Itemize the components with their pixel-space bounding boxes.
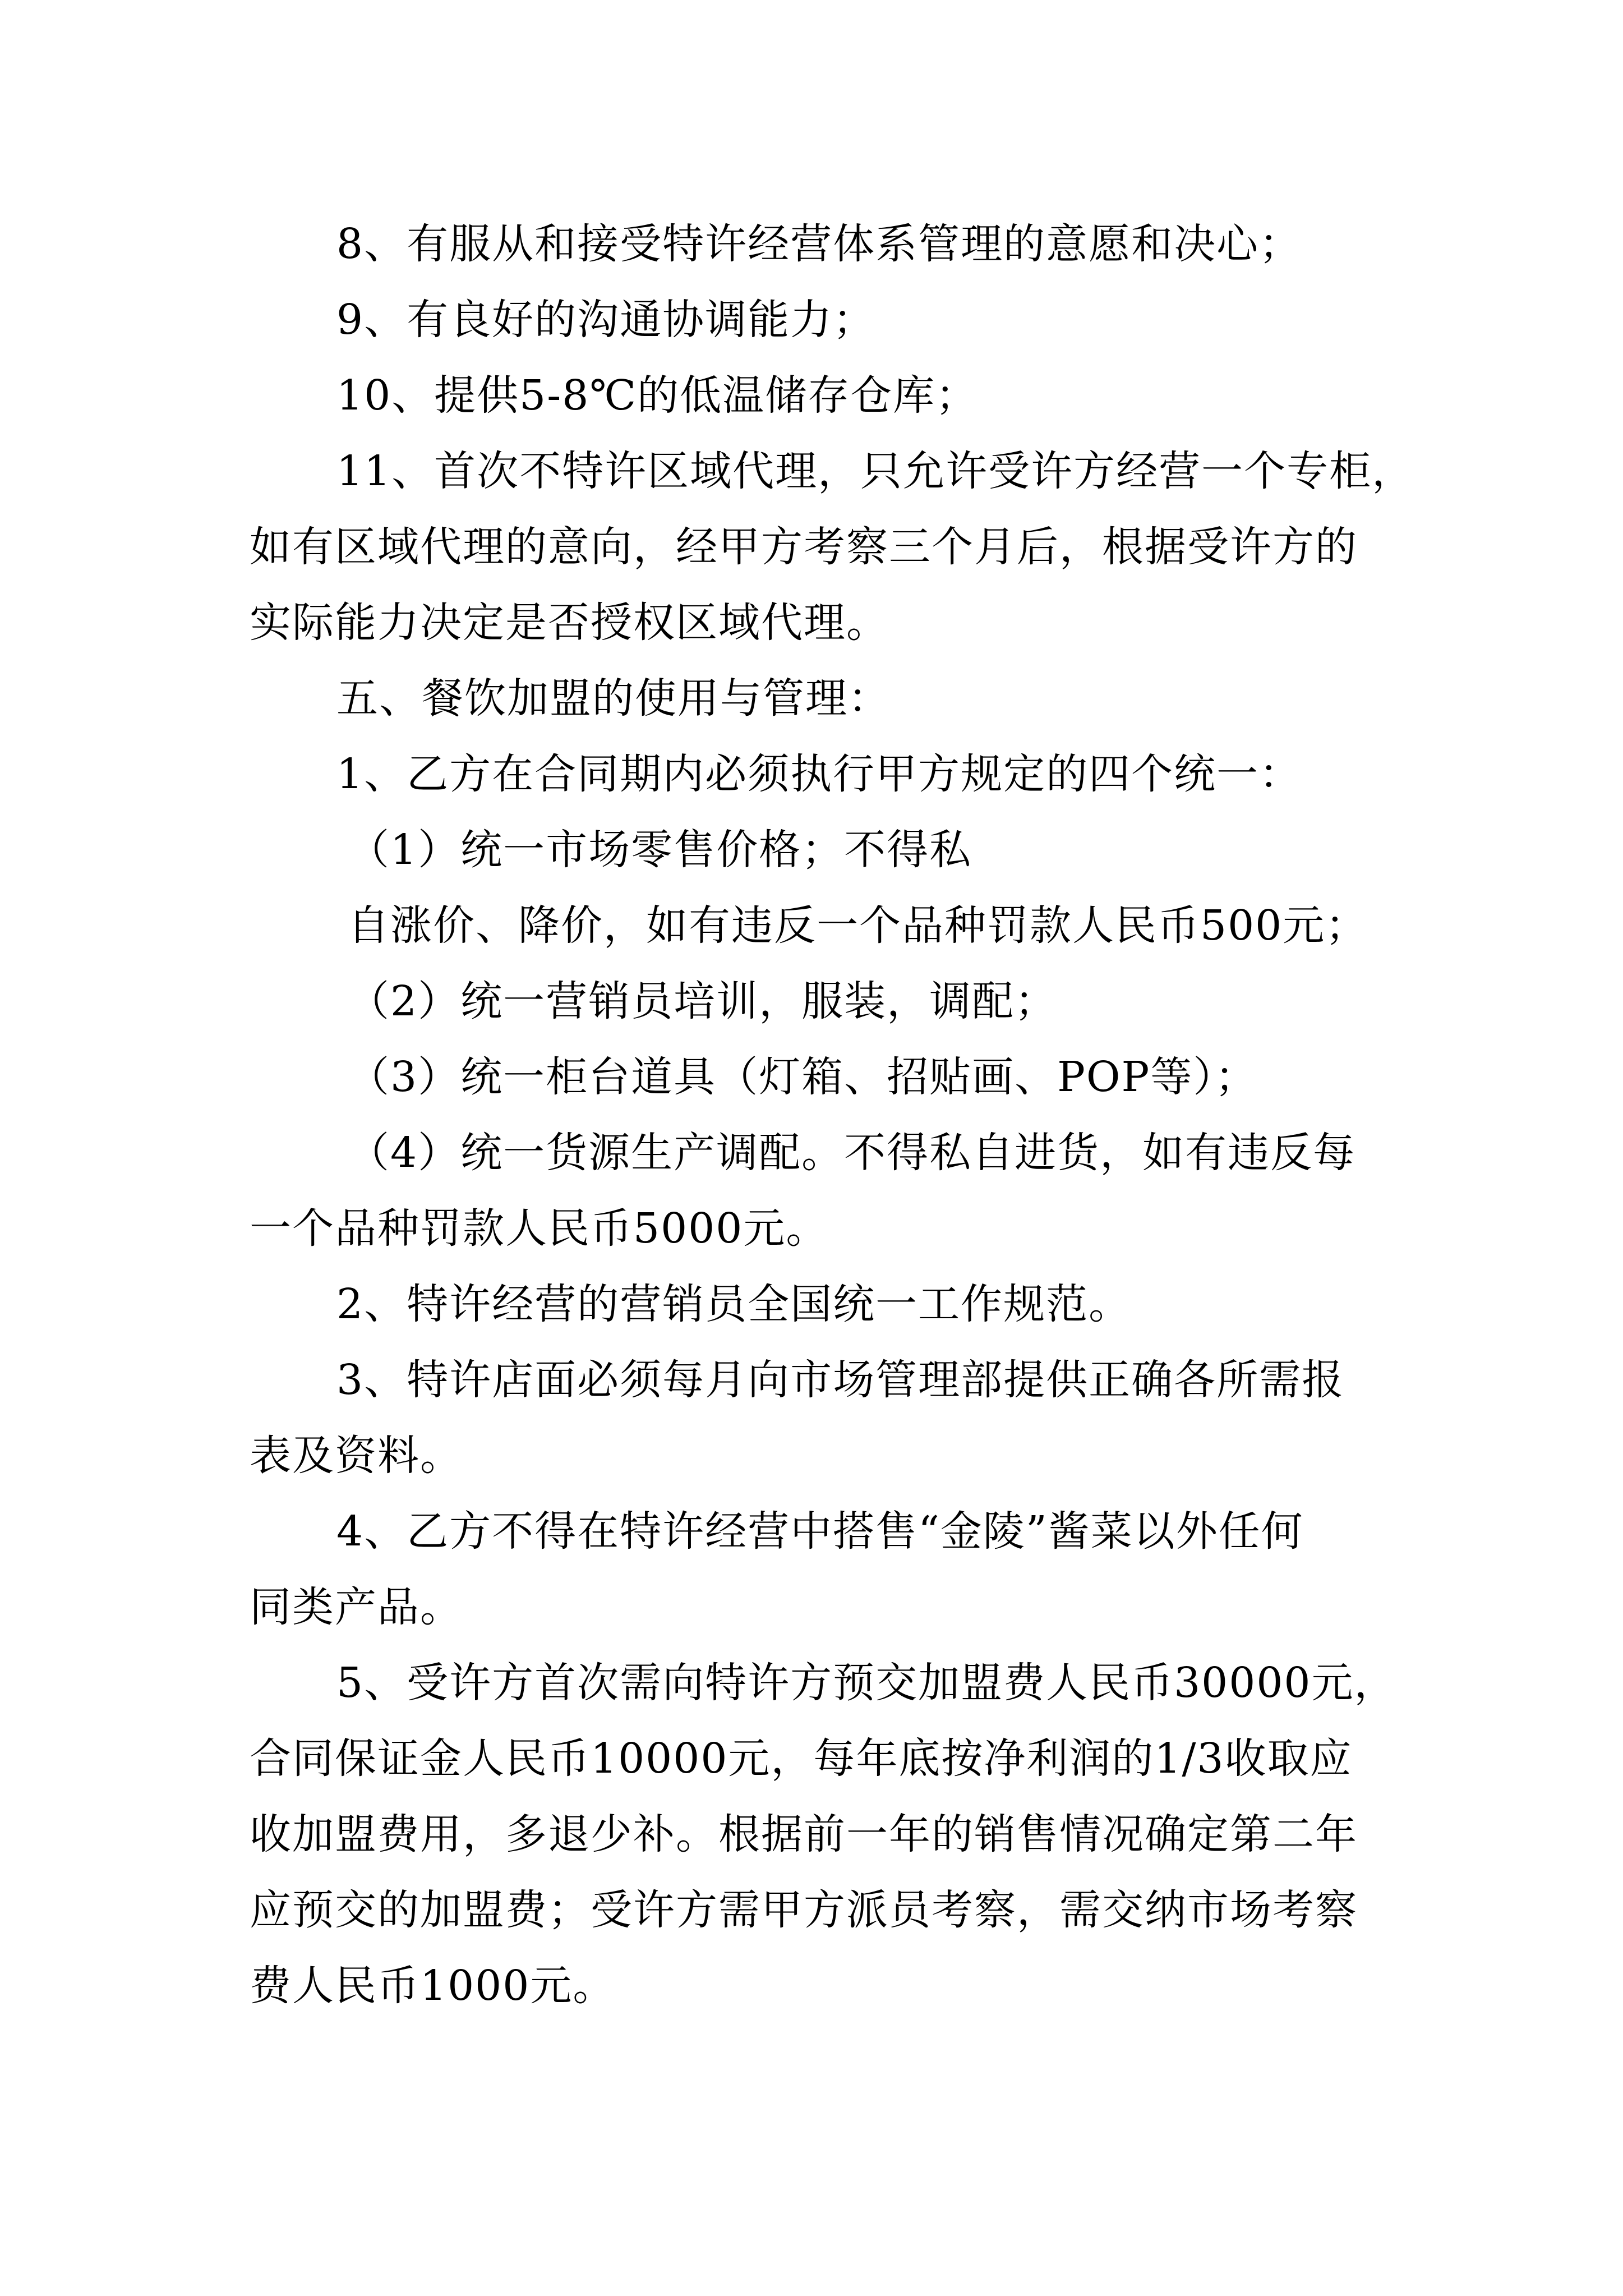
- text-line: 表及资料。: [250, 1432, 463, 1480]
- text-line: 如有区域代理的意向，经甲方考察三个月后，根据受许方的: [250, 523, 1358, 571]
- text-line: 自涨价、降价，如有违反一个品种罚款人民币500元；: [348, 901, 1368, 950]
- text-line: （2）统一营销员培训，服装，调配；: [348, 977, 1058, 1025]
- text-line: 10、提供5-8℃的低温储存仓库；: [336, 371, 979, 420]
- text-line: 1、乙方在合同期内必须执行甲方规定的四个统一：: [336, 750, 1302, 798]
- text-line: 5、受许方首次需向特许方预交加盟费人民币30000元，: [336, 1659, 1397, 1707]
- text-line: （1）统一市场零售价格；不得私: [348, 826, 972, 874]
- text-line: 合同保证金人民币10000元，每年底按净利润的1/3收取应: [250, 1734, 1353, 1783]
- text-line: 8、有服从和接受特许经营体系管理的意愿和决心；: [336, 220, 1302, 268]
- text-line: 同类产品。: [250, 1583, 463, 1631]
- text-line: 2、特许经营的营销员全国统一工作规范。: [336, 1280, 1132, 1328]
- text-line: 3、特许店面必须每月向市场管理部提供正确各所需报: [336, 1356, 1345, 1404]
- text-line: 收加盟费用，多退少补。根据前一年的销售情况确定第二年: [250, 1810, 1358, 1858]
- text-line: （4）统一货源生产调配。不得私自进货，如有违反每: [348, 1129, 1356, 1177]
- section-heading: 五、餐饮加盟的使用与管理：: [336, 674, 891, 723]
- text-line: 9、有良好的沟通协调能力；: [336, 296, 876, 344]
- text-line: 11、首次不特许区域代理，只允许受许方经营一个专柜，: [336, 447, 1415, 495]
- text-line: 费人民币1000元。: [250, 1962, 616, 2010]
- text-line: 一个品种罚款人民币5000元。: [250, 1204, 829, 1253]
- text-line: 应预交的加盟费；受许方需甲方派员考察，需交纳市场考察: [250, 1886, 1358, 1934]
- text-line: 4、乙方不得在特许经营中搭售“金陵”酱菜以外任何: [336, 1507, 1304, 1556]
- text-line: （3）统一柜台道具（灯箱、招贴画、POP等）；: [348, 1053, 1258, 1101]
- text-line: 实际能力决定是否授权区域代理。: [250, 599, 889, 647]
